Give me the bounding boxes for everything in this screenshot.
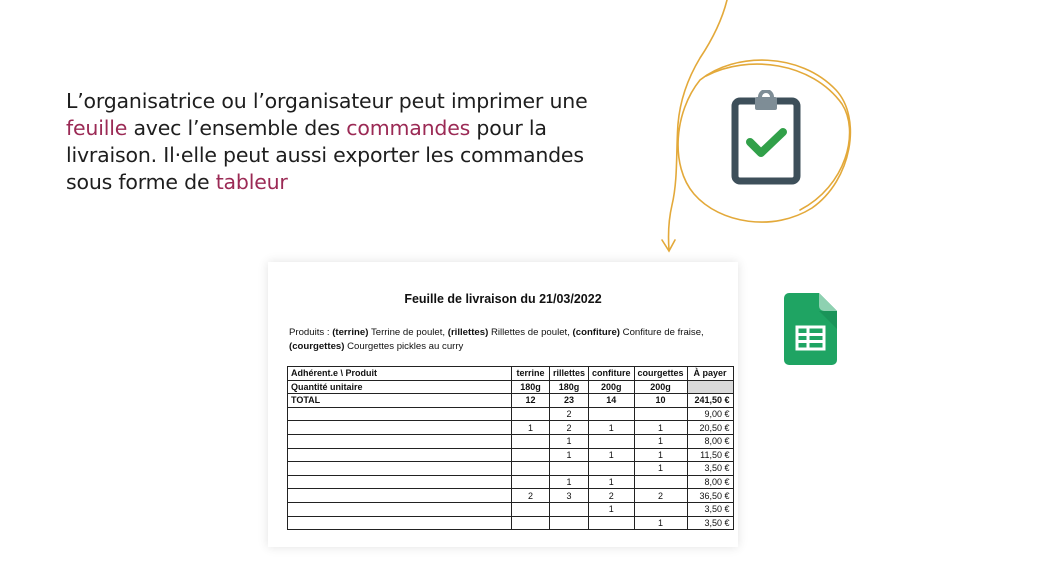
table-row bbox=[288, 462, 734, 476]
product-code: (confiture) bbox=[572, 327, 620, 338]
row-label-cell bbox=[288, 434, 512, 448]
quantity-cell: 1 bbox=[550, 448, 589, 462]
quantity-cell bbox=[589, 516, 635, 530]
table-row bbox=[288, 489, 734, 503]
row-label-cell bbox=[288, 448, 512, 462]
quantity-cell: 1 bbox=[589, 421, 635, 435]
quantity-cell bbox=[550, 462, 589, 476]
amount-cell: 3,50 € bbox=[687, 462, 733, 476]
product-label: Terrine de poulet, bbox=[368, 327, 448, 338]
quantity-cell bbox=[512, 475, 550, 489]
quantity-cell bbox=[550, 502, 589, 516]
quantity-cell: 14 bbox=[589, 394, 635, 408]
quantity-cell: 1 bbox=[589, 448, 635, 462]
quantity-cell: 1 bbox=[512, 421, 550, 435]
delivery-sheet-title: Feuille de livraison du 21/03/2022 bbox=[404, 292, 602, 306]
table-row bbox=[288, 434, 734, 448]
quantity-cell: 2 bbox=[634, 489, 687, 503]
row-label-cell bbox=[288, 421, 512, 435]
product-label: Courgettes pickles au curry bbox=[344, 341, 464, 352]
quantity-cell: 180g bbox=[550, 380, 589, 394]
google-sheets-icon bbox=[784, 293, 837, 365]
amount-cell: 20,50 € bbox=[687, 421, 733, 435]
quantity-cell bbox=[589, 462, 635, 476]
table-row bbox=[288, 407, 734, 421]
amount-cell: 8,00 € bbox=[687, 434, 733, 448]
keyword-tableur: tableur bbox=[215, 170, 288, 194]
quantity-cell bbox=[634, 407, 687, 421]
quantity-cell: 200g bbox=[634, 380, 687, 394]
quantity-cell: confiture bbox=[589, 367, 635, 381]
quantity-cell: 1 bbox=[634, 434, 687, 448]
quantity-cell: terrine bbox=[512, 367, 550, 381]
quantity-cell bbox=[634, 502, 687, 516]
table-row bbox=[288, 421, 734, 435]
clipboard-check-icon bbox=[728, 90, 804, 186]
quantity-cell: 200g bbox=[589, 380, 635, 394]
row-label-cell bbox=[288, 407, 512, 421]
quantity-cell bbox=[512, 407, 550, 421]
quantity-cell bbox=[589, 434, 635, 448]
quantity-cell bbox=[550, 516, 589, 530]
quantity-cell bbox=[512, 462, 550, 476]
quantity-cell: 2 bbox=[589, 489, 635, 503]
quantity-cell: 1 bbox=[634, 421, 687, 435]
quantity-cell: 1 bbox=[634, 448, 687, 462]
quantity-cell bbox=[634, 475, 687, 489]
quantity-cell bbox=[512, 516, 550, 530]
row-label-cell bbox=[288, 462, 512, 476]
quantity-cell: courgettes bbox=[634, 367, 687, 381]
quantity-cell bbox=[512, 448, 550, 462]
quantity-cell: rillettes bbox=[550, 367, 589, 381]
intro-text-3: pour la livraison. Il·elle peut aussi exporter les commandes sous forme de bbox=[66, 116, 584, 194]
intro-paragraph bbox=[66, 88, 636, 196]
row-label-cell bbox=[288, 475, 512, 489]
quantity-cell: 1 bbox=[589, 502, 635, 516]
row-label-cell bbox=[288, 489, 512, 503]
quantity-cell bbox=[512, 502, 550, 516]
products-prefix: Produits : bbox=[289, 327, 333, 338]
quantity-cell: 3 bbox=[550, 489, 589, 503]
quantity-cell: 1 bbox=[550, 434, 589, 448]
quantity-cell: 2 bbox=[550, 407, 589, 421]
product-code: (terrine) bbox=[332, 327, 369, 338]
keyword-feuille: feuille bbox=[66, 116, 128, 140]
quantity-cell: 2 bbox=[512, 489, 550, 503]
quantity-cell bbox=[589, 407, 635, 421]
quantity-cell: 180g bbox=[512, 380, 550, 394]
table-header-row bbox=[288, 367, 734, 381]
amount-cell: 11,50 € bbox=[687, 448, 733, 462]
keyword-commandes: commandes bbox=[346, 116, 471, 140]
amount-cell: 3,50 € bbox=[687, 502, 733, 516]
intro-text-1: L’organisatrice ou l’organisateur peut imprimer une bbox=[66, 89, 588, 113]
quantity-cell: 10 bbox=[634, 394, 687, 408]
quantity-cell: 1 bbox=[589, 475, 635, 489]
product-label: Rillettes de poulet, bbox=[488, 327, 573, 338]
row-label-cell bbox=[288, 516, 512, 530]
product-code: (courgettes) bbox=[289, 341, 345, 352]
quantity-cell: 1 bbox=[550, 475, 589, 489]
amount-cell bbox=[687, 380, 733, 394]
table-row bbox=[288, 516, 734, 530]
page-fade bbox=[268, 533, 738, 547]
total-row bbox=[288, 394, 734, 408]
table-row bbox=[288, 475, 734, 489]
amount-cell: 8,00 € bbox=[687, 475, 733, 489]
delivery-sheet-preview bbox=[268, 262, 738, 547]
row-label-cell: Quantité unitaire bbox=[288, 380, 512, 394]
product-label: Confiture de fraise, bbox=[619, 327, 704, 338]
row-label-cell: Adhérent.e \ Produit bbox=[288, 367, 512, 381]
amount-cell: 3,50 € bbox=[687, 516, 733, 530]
amount-cell: 36,50 € bbox=[687, 489, 733, 503]
table-row bbox=[288, 448, 734, 462]
quantity-cell: 1 bbox=[634, 462, 687, 476]
amount-cell: 241,50 € bbox=[687, 394, 733, 408]
amount-cell: 9,00 € bbox=[687, 407, 733, 421]
delivery-table bbox=[287, 366, 734, 530]
amount-cell: À payer bbox=[687, 367, 733, 381]
product-code: (rillettes) bbox=[447, 327, 489, 338]
quantity-cell: 1 bbox=[634, 516, 687, 530]
quantity-cell bbox=[512, 434, 550, 448]
table-row bbox=[288, 502, 734, 516]
row-label-cell: TOTAL bbox=[288, 394, 512, 408]
quantity-cell: 12 bbox=[512, 394, 550, 408]
quantity-cell: 2 bbox=[550, 421, 589, 435]
unit-quantity-row bbox=[288, 380, 734, 394]
intro-text-2: avec l’ensemble des bbox=[127, 116, 347, 140]
products-legend bbox=[289, 326, 719, 354]
quantity-cell: 23 bbox=[550, 394, 589, 408]
row-label-cell bbox=[288, 502, 512, 516]
